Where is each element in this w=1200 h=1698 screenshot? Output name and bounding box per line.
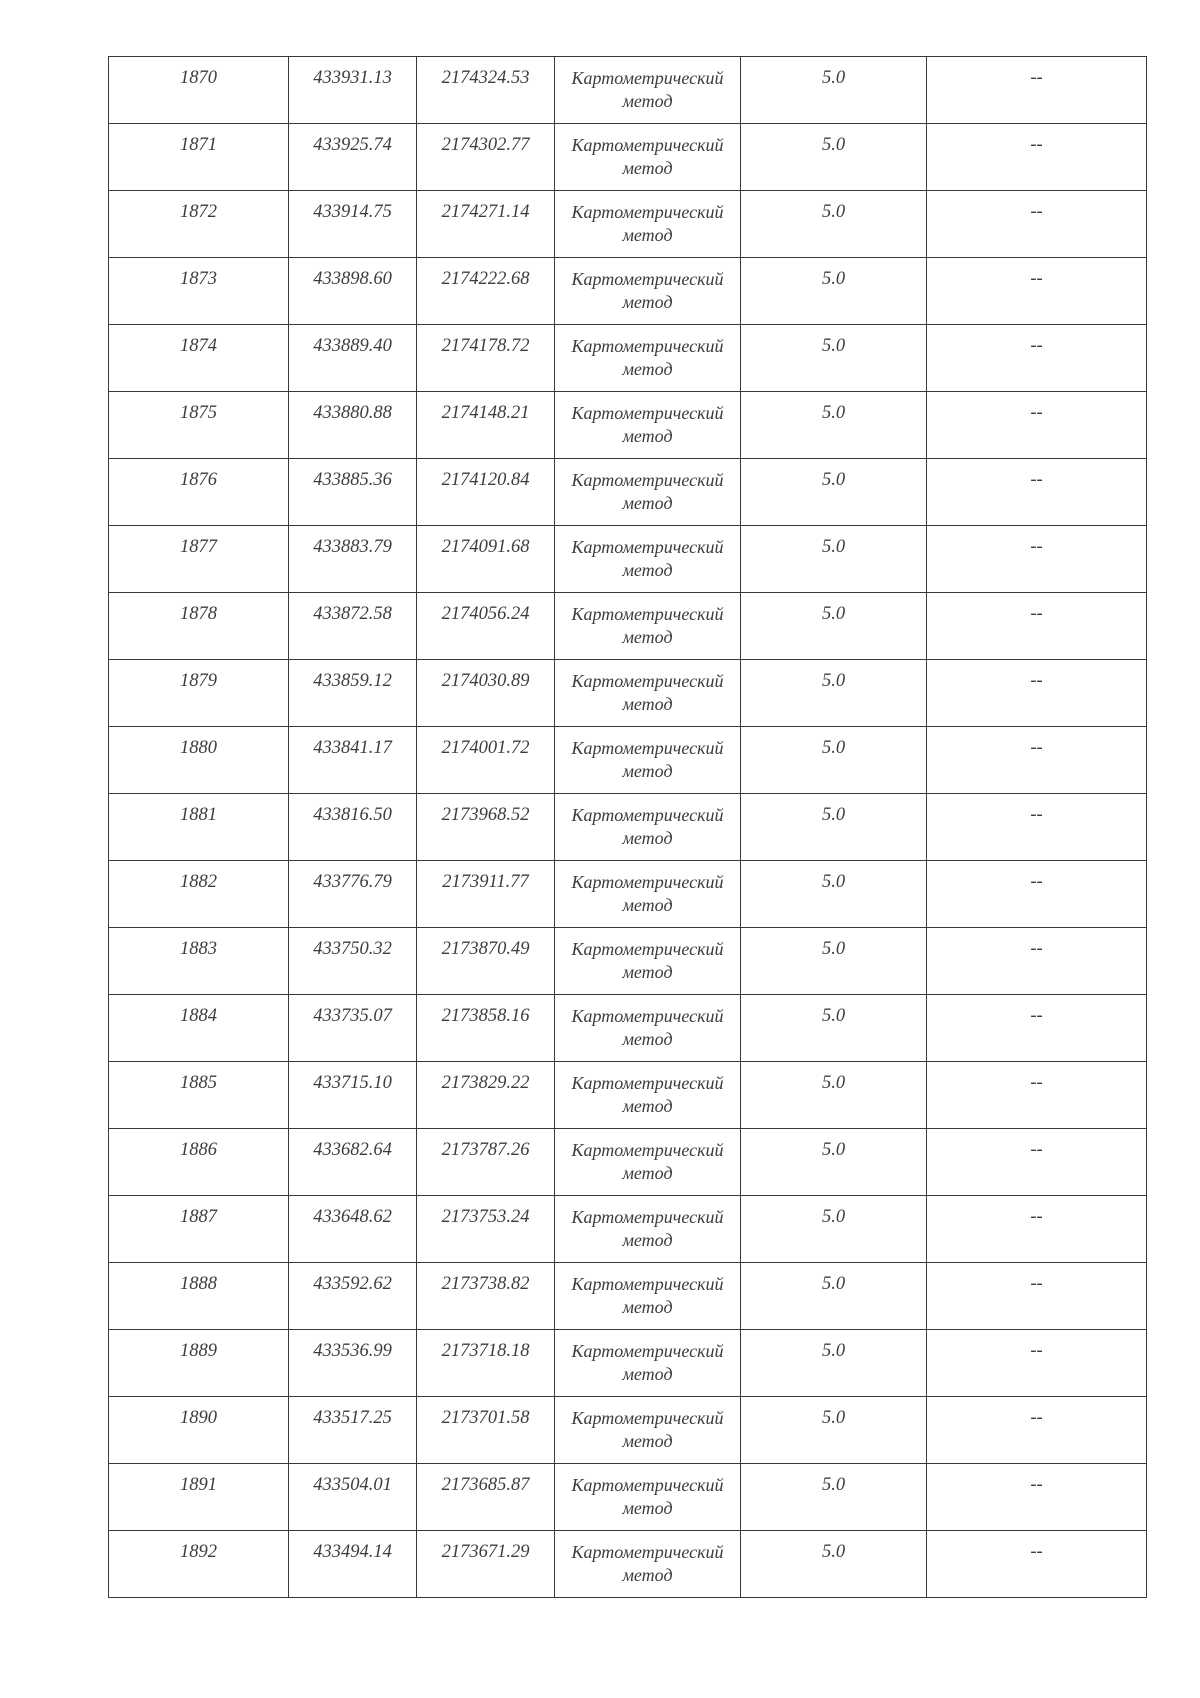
accuracy-cell: 5.0 [741, 861, 927, 928]
x-coordinate-cell: 433841.17 [289, 727, 417, 794]
y-coordinate-cell: 2173829.22 [417, 1062, 555, 1129]
accuracy-cell: 5.0 [741, 191, 927, 258]
method-cell [555, 593, 741, 660]
x-coordinate-cell: 433648.62 [289, 1196, 417, 1263]
method-text-line2: метод [622, 158, 673, 178]
method-cell [555, 459, 741, 526]
accuracy-cell: 5.0 [741, 459, 927, 526]
accuracy-cell: 5.0 [741, 1397, 927, 1464]
method-text-line2: метод [622, 1029, 673, 1049]
table-row [109, 1129, 1147, 1196]
method-text-line1: Картометрический [571, 872, 724, 892]
y-coordinate-cell: 2173671.29 [417, 1531, 555, 1598]
y-coordinate-cell: 2173685.87 [417, 1464, 555, 1531]
accuracy-cell: 5.0 [741, 124, 927, 191]
accuracy-cell: 5.0 [741, 794, 927, 861]
point-number-cell: 1891 [109, 1464, 289, 1531]
accuracy-cell: 5.0 [741, 526, 927, 593]
method-cell [555, 1330, 741, 1397]
note-cell: -- [927, 861, 1147, 928]
y-coordinate-cell: 2173870.49 [417, 928, 555, 995]
method-text-line1: Картометрический [571, 1274, 724, 1294]
y-coordinate-cell: 2173753.24 [417, 1196, 555, 1263]
method-text-line1: Картометрический [571, 336, 724, 356]
y-coordinate-cell: 2173701.58 [417, 1397, 555, 1464]
x-coordinate-cell: 433504.01 [289, 1464, 417, 1531]
accuracy-cell: 5.0 [741, 1464, 927, 1531]
note-cell: -- [927, 191, 1147, 258]
x-coordinate-cell: 433898.60 [289, 258, 417, 325]
method-text-line1: Картометрический [571, 1140, 724, 1160]
note-cell: -- [927, 928, 1147, 995]
method-text-line2: метод [622, 627, 673, 647]
table-row [109, 124, 1147, 191]
method-text-line2: метод [622, 1096, 673, 1116]
method-text-line2: метод [622, 828, 673, 848]
x-coordinate-cell: 433889.40 [289, 325, 417, 392]
method-text-line2: метод [622, 292, 673, 312]
note-cell: -- [927, 660, 1147, 727]
method-text-line2: метод [622, 1230, 673, 1250]
accuracy-cell: 5.0 [741, 928, 927, 995]
table-row [109, 526, 1147, 593]
method-text-line2: метод [622, 1364, 673, 1384]
method-text-line2: метод [622, 1498, 673, 1518]
method-text-line1: Картометрический [571, 805, 724, 825]
point-number-cell: 1889 [109, 1330, 289, 1397]
point-number-cell: 1878 [109, 593, 289, 660]
x-coordinate-cell: 433715.10 [289, 1062, 417, 1129]
method-text-line2: метод [622, 493, 673, 513]
x-coordinate-cell: 433816.50 [289, 794, 417, 861]
method-cell [555, 191, 741, 258]
method-cell [555, 1531, 741, 1598]
x-coordinate-cell: 433914.75 [289, 191, 417, 258]
x-coordinate-cell: 433859.12 [289, 660, 417, 727]
table-row [109, 660, 1147, 727]
method-cell [555, 1062, 741, 1129]
y-coordinate-cell: 2174222.68 [417, 258, 555, 325]
note-cell: -- [927, 258, 1147, 325]
method-text-line2: метод [622, 761, 673, 781]
y-coordinate-cell: 2174271.14 [417, 191, 555, 258]
point-number-cell: 1883 [109, 928, 289, 995]
method-text-line1: Картометрический [571, 68, 724, 88]
y-coordinate-cell: 2174091.68 [417, 526, 555, 593]
y-coordinate-cell: 2173718.18 [417, 1330, 555, 1397]
x-coordinate-cell: 433925.74 [289, 124, 417, 191]
note-cell: -- [927, 124, 1147, 191]
coordinates-table-body [109, 57, 1147, 1598]
method-cell [555, 1263, 741, 1330]
x-coordinate-cell: 433883.79 [289, 526, 417, 593]
point-number-cell: 1884 [109, 995, 289, 1062]
table-row [109, 1196, 1147, 1263]
method-text-line1: Картометрический [571, 738, 724, 758]
note-cell: -- [927, 727, 1147, 794]
point-number-cell: 1870 [109, 57, 289, 124]
method-text-line1: Картометрический [571, 939, 724, 959]
y-coordinate-cell: 2174120.84 [417, 459, 555, 526]
method-text-line2: метод [622, 1565, 673, 1585]
point-number-cell: 1890 [109, 1397, 289, 1464]
table-row [109, 325, 1147, 392]
note-cell: -- [927, 995, 1147, 1062]
method-cell [555, 861, 741, 928]
method-text-line1: Картометрический [571, 537, 724, 557]
method-text-line1: Картометрический [571, 1073, 724, 1093]
table-row [109, 258, 1147, 325]
accuracy-cell: 5.0 [741, 1263, 927, 1330]
method-text-line1: Картометрический [571, 671, 724, 691]
x-coordinate-cell: 433880.88 [289, 392, 417, 459]
method-text-line1: Картометрический [571, 1475, 724, 1495]
method-text-line1: Картометрический [571, 1542, 724, 1562]
method-cell [555, 1196, 741, 1263]
y-coordinate-cell: 2174324.53 [417, 57, 555, 124]
method-text-line1: Картометрический [571, 1006, 724, 1026]
y-coordinate-cell: 2174148.21 [417, 392, 555, 459]
note-cell: -- [927, 459, 1147, 526]
table-row [109, 727, 1147, 794]
accuracy-cell: 5.0 [741, 1330, 927, 1397]
point-number-cell: 1877 [109, 526, 289, 593]
table-row [109, 1062, 1147, 1129]
table-row [109, 1330, 1147, 1397]
table-row [109, 57, 1147, 124]
x-coordinate-cell: 433885.36 [289, 459, 417, 526]
y-coordinate-cell: 2174001.72 [417, 727, 555, 794]
point-number-cell: 1880 [109, 727, 289, 794]
note-cell: -- [927, 392, 1147, 459]
point-number-cell: 1892 [109, 1531, 289, 1598]
accuracy-cell: 5.0 [741, 325, 927, 392]
method-cell [555, 727, 741, 794]
point-number-cell: 1872 [109, 191, 289, 258]
note-cell: -- [927, 1464, 1147, 1531]
point-number-cell: 1885 [109, 1062, 289, 1129]
method-text-line2: метод [622, 1431, 673, 1451]
note-cell: -- [927, 57, 1147, 124]
document-page [108, 56, 1146, 1598]
x-coordinate-cell: 433536.99 [289, 1330, 417, 1397]
point-number-cell: 1887 [109, 1196, 289, 1263]
method-text-line1: Картометрический [571, 202, 724, 222]
point-number-cell: 1876 [109, 459, 289, 526]
method-cell [555, 928, 741, 995]
point-number-cell: 1874 [109, 325, 289, 392]
table-row [109, 593, 1147, 660]
point-number-cell: 1873 [109, 258, 289, 325]
method-cell [555, 1129, 741, 1196]
accuracy-cell: 5.0 [741, 57, 927, 124]
method-text-line2: метод [622, 560, 673, 580]
accuracy-cell: 5.0 [741, 1196, 927, 1263]
point-number-cell: 1881 [109, 794, 289, 861]
x-coordinate-cell: 433735.07 [289, 995, 417, 1062]
y-coordinate-cell: 2173858.16 [417, 995, 555, 1062]
y-coordinate-cell: 2174178.72 [417, 325, 555, 392]
note-cell: -- [927, 593, 1147, 660]
method-text-line1: Картометрический [571, 604, 724, 624]
x-coordinate-cell: 433776.79 [289, 861, 417, 928]
method-text-line1: Картометрический [571, 269, 724, 289]
method-text-line2: метод [622, 359, 673, 379]
method-cell [555, 794, 741, 861]
y-coordinate-cell: 2173738.82 [417, 1263, 555, 1330]
table-row [109, 1397, 1147, 1464]
accuracy-cell: 5.0 [741, 258, 927, 325]
method-text-line2: метод [622, 895, 673, 915]
x-coordinate-cell: 433750.32 [289, 928, 417, 995]
y-coordinate-cell: 2174056.24 [417, 593, 555, 660]
method-cell [555, 660, 741, 727]
table-row [109, 794, 1147, 861]
note-cell: -- [927, 1531, 1147, 1598]
note-cell: -- [927, 1129, 1147, 1196]
method-text-line1: Картометрический [571, 135, 724, 155]
method-text-line1: Картометрический [571, 403, 724, 423]
table-row [109, 995, 1147, 1062]
accuracy-cell: 5.0 [741, 1062, 927, 1129]
y-coordinate-cell: 2173968.52 [417, 794, 555, 861]
table-row [109, 1531, 1147, 1598]
x-coordinate-cell: 433682.64 [289, 1129, 417, 1196]
method-text-line2: метод [622, 225, 673, 245]
note-cell: -- [927, 526, 1147, 593]
accuracy-cell: 5.0 [741, 660, 927, 727]
method-cell [555, 258, 741, 325]
y-coordinate-cell: 2173787.26 [417, 1129, 555, 1196]
method-text-line1: Картометрический [571, 1207, 724, 1227]
point-number-cell: 1871 [109, 124, 289, 191]
accuracy-cell: 5.0 [741, 727, 927, 794]
note-cell: -- [927, 1397, 1147, 1464]
accuracy-cell: 5.0 [741, 593, 927, 660]
method-text-line2: метод [622, 694, 673, 714]
method-text-line1: Картометрический [571, 1408, 724, 1428]
table-row [109, 459, 1147, 526]
y-coordinate-cell: 2173911.77 [417, 861, 555, 928]
accuracy-cell: 5.0 [741, 995, 927, 1062]
method-text-line1: Картометрический [571, 1341, 724, 1361]
point-number-cell: 1875 [109, 392, 289, 459]
note-cell: -- [927, 1062, 1147, 1129]
coordinates-table [108, 56, 1147, 1598]
x-coordinate-cell: 433872.58 [289, 593, 417, 660]
note-cell: -- [927, 1196, 1147, 1263]
accuracy-cell: 5.0 [741, 1531, 927, 1598]
method-cell [555, 57, 741, 124]
method-cell [555, 392, 741, 459]
y-coordinate-cell: 2174030.89 [417, 660, 555, 727]
note-cell: -- [927, 1330, 1147, 1397]
table-row [109, 1263, 1147, 1330]
method-text-line2: метод [622, 426, 673, 446]
table-row [109, 191, 1147, 258]
method-cell [555, 1397, 741, 1464]
method-text-line1: Картометрический [571, 470, 724, 490]
table-row [109, 861, 1147, 928]
method-text-line2: метод [622, 1163, 673, 1183]
method-cell [555, 124, 741, 191]
point-number-cell: 1882 [109, 861, 289, 928]
method-cell [555, 526, 741, 593]
method-cell [555, 1464, 741, 1531]
method-cell [555, 325, 741, 392]
y-coordinate-cell: 2174302.77 [417, 124, 555, 191]
note-cell: -- [927, 794, 1147, 861]
x-coordinate-cell: 433494.14 [289, 1531, 417, 1598]
point-number-cell: 1879 [109, 660, 289, 727]
method-cell [555, 995, 741, 1062]
method-text-line2: метод [622, 1297, 673, 1317]
table-row [109, 1464, 1147, 1531]
note-cell: -- [927, 1263, 1147, 1330]
table-row [109, 928, 1147, 995]
accuracy-cell: 5.0 [741, 392, 927, 459]
point-number-cell: 1888 [109, 1263, 289, 1330]
x-coordinate-cell: 433931.13 [289, 57, 417, 124]
accuracy-cell: 5.0 [741, 1129, 927, 1196]
table-row [109, 392, 1147, 459]
method-text-line2: метод [622, 91, 673, 111]
method-text-line2: метод [622, 962, 673, 982]
x-coordinate-cell: 433517.25 [289, 1397, 417, 1464]
point-number-cell: 1886 [109, 1129, 289, 1196]
x-coordinate-cell: 433592.62 [289, 1263, 417, 1330]
note-cell: -- [927, 325, 1147, 392]
